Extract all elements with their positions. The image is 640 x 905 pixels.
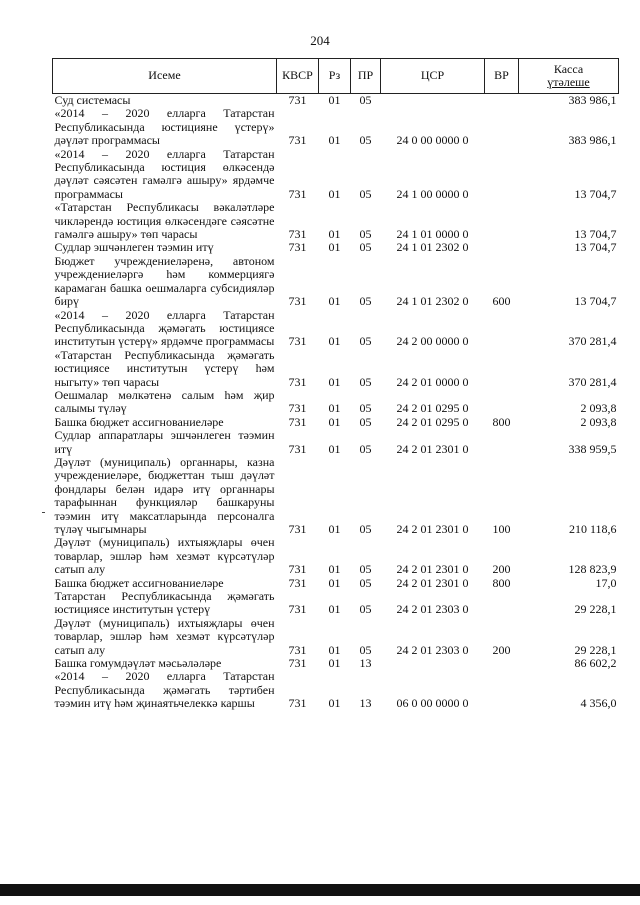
cell-name: Суд системасы (54, 93, 131, 107)
cell-csr: 24 2 00 0000 0 (396, 334, 469, 349)
cell-rz: 01 (328, 334, 341, 349)
cell-rz: 01 (328, 642, 341, 657)
cell-kvsr: 731 (288, 227, 307, 242)
cell-kvsr: 731 (288, 602, 307, 617)
cell-vr (485, 241, 519, 254)
cell-kvsr: 731 (288, 642, 307, 657)
cell-csr: 24 2 01 2301 0 (396, 522, 469, 536)
table-row (53, 429, 619, 456)
table-row (53, 107, 619, 147)
cell-csr: 24 1 01 0000 0 (396, 227, 469, 242)
cell-kvsr: 731 (288, 334, 307, 349)
cell-name: Татарстан Республикасында җәмәгать юстициясе институтын үстерү (54, 589, 275, 617)
cell-name: «2014 – 2020 елларга Татарстан Республикасында юстицияне үстерү» дәүләт программасы (54, 106, 275, 148)
cell-name: Судлар аппаратлары эшчәнлеген тәэмин итү (54, 428, 275, 456)
table-row (53, 309, 619, 349)
table-row (53, 617, 619, 657)
cell-amount: 13 704,7 (574, 294, 617, 309)
cell-rz: 01 (328, 294, 341, 309)
cell-amount: 4 356,0 (580, 696, 617, 711)
cell-rz: 01 (328, 602, 341, 617)
cell-csr: 24 2 01 0000 0 (396, 374, 469, 389)
cell-kvsr: 731 (288, 374, 307, 389)
cell-rz: 01 (328, 575, 341, 590)
table-row (53, 201, 619, 241)
cell-kvsr: 731 (288, 294, 307, 309)
cell-amount: 2 093,8 (580, 401, 617, 416)
cell-amount: 128 823,9 (568, 562, 617, 577)
cell-pr: 13 (359, 656, 372, 671)
cell-pr: 05 (359, 401, 372, 416)
header-pr: ПР (351, 59, 381, 94)
header-kassa (519, 59, 619, 94)
scan-edge-bar (0, 884, 640, 896)
cell-kvsr: 731 (288, 133, 307, 148)
header-kassa-line1: Касса (553, 62, 584, 76)
cell-amount: 13 704,7 (574, 186, 617, 201)
cell-vr (485, 148, 519, 202)
cell-kvsr: 731 (288, 575, 307, 590)
cell-amount: 86 602,2 (574, 656, 617, 671)
cell-pr: 05 (359, 441, 372, 456)
cell-name: Оешмалар мөлкәтенә салым һәм җир салымы түләү (54, 387, 275, 416)
cell-amount: 370 281,4 (568, 334, 617, 349)
cell-amount: 370 281,4 (568, 374, 617, 389)
cell-rz: 01 (328, 374, 341, 389)
cell-kvsr: 731 (288, 414, 307, 429)
cell-name: Башка бюджет ассигнованиеләре (54, 575, 224, 590)
cell-name: Башка бюджет ассигнованиеләре (54, 414, 224, 429)
margin-mark (42, 512, 45, 513)
table-row (53, 241, 619, 254)
cell-name: «2014 – 2020 елларга Татарстан Республикасында җәмәгать тәртибен тәэмин итү һәм җинаятьчелеккә каршы (54, 669, 275, 711)
cell-pr: 05 (359, 374, 372, 389)
table-row (53, 536, 619, 576)
cell-name: Дәүләт (муниципаль) ихтыяҗлары өчен товарлар, эшләр һәм хезмәт күрсәтүләр сатып алу (54, 615, 275, 657)
cell-rz: 01 (328, 93, 341, 107)
cell-pr: 13 (359, 696, 372, 711)
cell-amount: 210 118,6 (568, 522, 617, 536)
cell-csr: 24 2 01 0295 0 (396, 414, 469, 429)
cell-vr (485, 107, 519, 147)
cell-amount: 338 959,5 (568, 441, 617, 456)
cell-pr: 05 (359, 93, 372, 107)
table-row (53, 577, 619, 590)
cell-vr (485, 657, 519, 670)
table-row (53, 670, 619, 710)
cell-name: Башка гомумдәүләт мәсьәләләре (54, 656, 222, 671)
cell-name: Бюджет учреждениеләренә, автоном учреждениеләргә һәм коммерциягә карамаган башка оешмаларга субсидияләр бирү (54, 253, 275, 309)
header-kassa-line2: үтәлеше (547, 75, 590, 89)
cell-vr: 600 (492, 294, 511, 309)
cell-rz: 01 (328, 522, 341, 536)
cell-kvsr: 731 (288, 441, 307, 456)
cell-rz: 01 (328, 562, 341, 577)
cell-csr: 24 1 01 2302 0 (396, 240, 469, 255)
budget-table (52, 58, 619, 711)
cell-csr: 24 1 01 2302 0 (396, 294, 469, 309)
cell-csr: 24 2 01 2303 0 (396, 602, 469, 617)
cell-name: Судлар эшчәнлеген тәэмин итү (54, 240, 214, 255)
table-row (53, 94, 619, 108)
cell-pr: 05 (359, 562, 372, 577)
cell-rz: 01 (328, 186, 341, 201)
cell-pr: 05 (359, 642, 372, 657)
cell-name: «2014 – 2020 елларга Татарстан Республикасында җәмәгать юстициясе институтын үстерү» ярдәмче программасы (54, 307, 275, 349)
header-kvsr: КВСР (277, 59, 319, 94)
cell-kvsr: 731 (288, 186, 307, 201)
cell-name: «2014 – 2020 елларга Татарстан Республикасында юстиция өлкәсендә дәүләт сәясәтен гамәлгә ашыру» ярдәмче программасы (54, 146, 275, 201)
header-csr: ЦСР (381, 59, 485, 94)
cell-amount: 29 228,1 (574, 602, 617, 617)
page-number: 204 (310, 33, 330, 48)
cell-amount: 13 704,7 (574, 227, 617, 242)
cell-kvsr: 731 (288, 93, 307, 107)
cell-rz: 01 (328, 656, 341, 671)
cell-csr: 24 2 01 2301 0 (396, 441, 469, 456)
cell-csr: 24 2 01 2303 0 (396, 642, 469, 657)
cell-name: «Татарстан Республикасы вәкаләтләре чикләрендә юстиция өлкәсендәге сәясәтне гамәлгә ашыру» төп чарасы (54, 200, 275, 242)
cell-vr (485, 670, 519, 710)
cell-vr (485, 201, 519, 241)
cell-rz: 01 (328, 240, 341, 255)
cell-vr (485, 389, 519, 416)
cell-pr: 05 (359, 575, 372, 590)
cell-pr: 05 (359, 227, 372, 242)
cell-amount: 383 986,1 (568, 93, 617, 107)
cell-amount: 17,0 (595, 575, 617, 590)
cell-kvsr: 731 (288, 696, 307, 711)
cell-csr: 24 0 00 0000 0 (396, 133, 469, 148)
table-row (53, 349, 619, 389)
cell-vr (485, 590, 519, 617)
cell-kvsr: 731 (288, 522, 307, 536)
cell-kvsr: 731 (288, 401, 307, 416)
cell-pr: 05 (359, 602, 372, 617)
cell-amount: 383 986,1 (568, 133, 617, 148)
cell-amount: 13 704,7 (574, 240, 617, 255)
cell-csr: 06 0 00 0000 0 (396, 696, 469, 711)
cell-vr (485, 309, 519, 349)
cell-pr: 05 (359, 334, 372, 349)
cell-csr (381, 657, 485, 670)
cell-vr: 200 (492, 642, 511, 657)
cell-csr (381, 94, 485, 108)
cell-csr: 24 2 01 2301 0 (396, 562, 469, 577)
cell-pr: 05 (359, 414, 372, 429)
cell-vr: 200 (492, 562, 511, 577)
table-row (53, 255, 619, 309)
cell-name: Дәүләт (муниципаль) ихтыяҗлары өчен товарлар, эшләр һәм хезмәт күрсәтүләр сатып алу (54, 535, 275, 577)
cell-rz: 01 (328, 401, 341, 416)
header-row (53, 59, 619, 94)
header-rz: Рз (319, 59, 351, 94)
cell-pr: 05 (359, 186, 372, 201)
cell-amount: 2 093,8 (580, 414, 617, 429)
cell-pr: 05 (359, 133, 372, 148)
cell-rz: 01 (328, 414, 341, 429)
cell-csr: 24 2 01 2301 0 (396, 575, 469, 590)
cell-kvsr: 731 (288, 656, 307, 671)
cell-pr: 05 (359, 240, 372, 255)
cell-name: «Татарстан Республикасында җәмәгать юстициясе институтын үстерү һәм ныгыту» төп чарасы (54, 347, 275, 389)
header-name: Исеме (53, 59, 277, 94)
cell-vr (485, 349, 519, 389)
cell-vr (485, 429, 519, 456)
cell-vr: 800 (492, 575, 511, 590)
cell-csr: 24 1 00 0000 0 (396, 186, 469, 201)
cell-rz: 01 (328, 133, 341, 148)
cell-kvsr: 731 (288, 562, 307, 577)
cell-pr: 05 (359, 522, 372, 536)
header-vr: ВР (485, 59, 519, 94)
table-row (53, 416, 619, 429)
cell-vr: 100 (492, 522, 511, 536)
cell-pr: 05 (359, 294, 372, 309)
table-row (53, 148, 619, 202)
cell-vr (485, 94, 519, 108)
table-row (53, 590, 619, 617)
table-row (53, 389, 619, 416)
cell-kvsr: 731 (288, 240, 307, 255)
cell-rz: 01 (328, 696, 341, 711)
cell-amount: 29 228,1 (574, 642, 617, 657)
cell-rz: 01 (328, 227, 341, 242)
cell-csr: 24 2 01 0295 0 (396, 401, 469, 416)
table-body (53, 94, 619, 711)
cell-vr: 800 (492, 414, 511, 429)
cell-name: Дәүләт (муниципаль) органнары, казна учреждениеләре, бюджеттан тыш дәүләт фондлары белән идарә итү органнары тарафыннан функцияләр башкаруны тәэмин итү максатларында персоналга түләү чыгымнары (54, 454, 275, 536)
table-row (53, 456, 619, 536)
table-row (53, 657, 619, 670)
cell-rz: 01 (328, 441, 341, 456)
